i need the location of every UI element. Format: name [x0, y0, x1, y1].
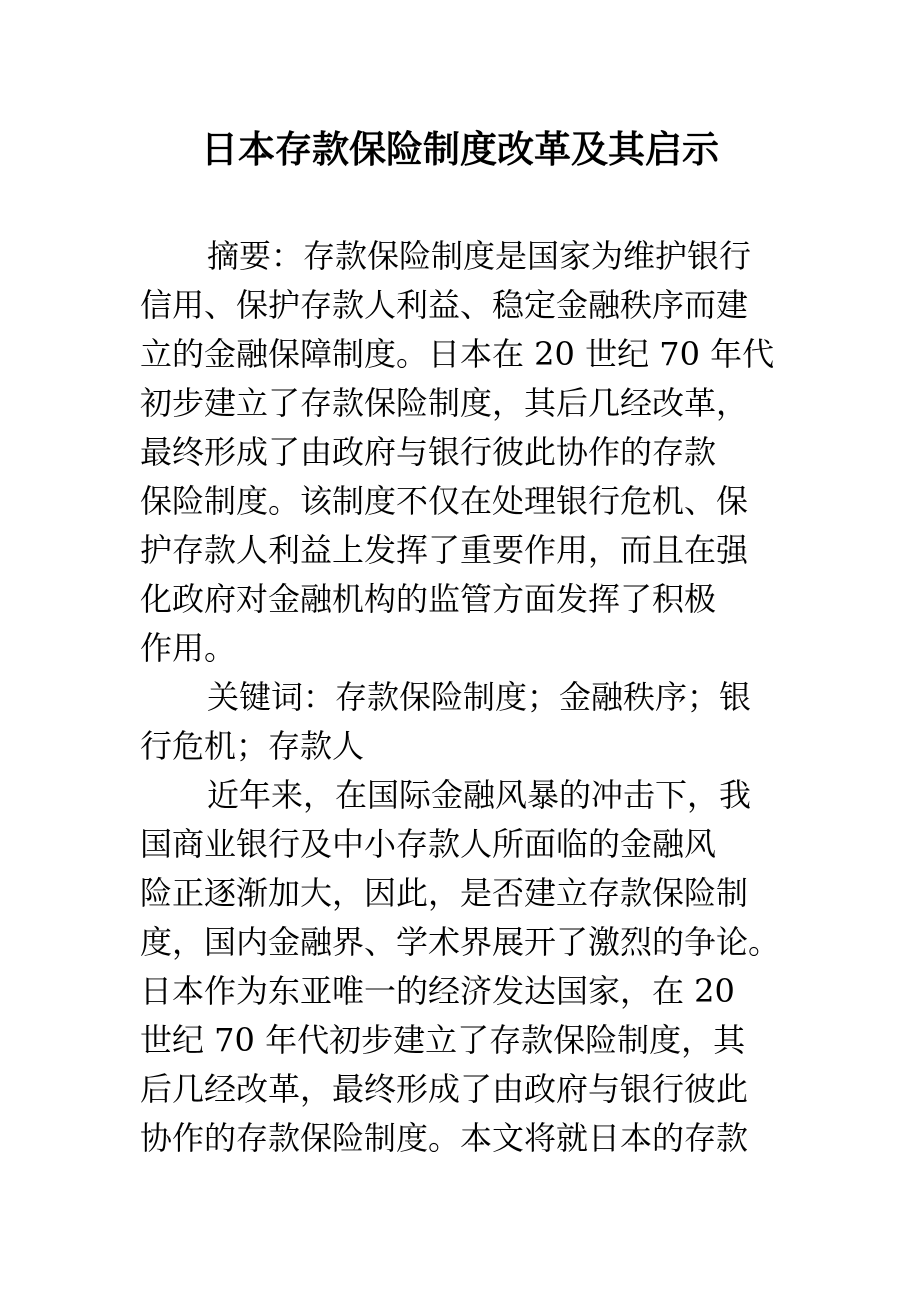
abstract-line-1: 摘要：存款保险制度是国家为维护银行 [207, 237, 752, 275]
abstract-line-5: 最终形成了由政府与银行彼此协作的存款 [140, 433, 717, 471]
body-line-8: 协作的存款保险制度。本文将就日本的存款 [140, 1119, 749, 1157]
abstract-line-8: 化政府对金融机构的监管方面发挥了积极 [140, 580, 717, 618]
abstract-line-7: 护存款人利益上发挥了重要作用，而且在强 [140, 531, 749, 569]
abstract-line-3: 立的金融保障制度。日本在 20 世纪 70 年代 [140, 335, 775, 373]
keywords-line-1: 关键词：存款保险制度；金融秩序；银 [207, 678, 752, 716]
body-line-2: 国商业银行及中小存款人所面临的金融风 [140, 825, 717, 863]
body-line-4: 度，国内金融界、学术界展开了激烈的争论。 [140, 923, 781, 961]
body-line-5: 日本作为东亚唯一的经济发达国家，在 20 [140, 972, 735, 1010]
body-line-6: 世纪 70 年代初步建立了存款保险制度，其 [140, 1021, 746, 1059]
body-line-7: 后几经改革，最终形成了由政府与银行彼此 [140, 1070, 749, 1108]
abstract-line-4: 初步建立了存款保险制度，其后几经改革， [140, 384, 749, 422]
keywords-line-2: 行危机；存款人 [140, 727, 365, 765]
abstract-line-9: 作用。 [140, 629, 237, 667]
abstract-line-6: 保险制度。该制度不仅在处理银行危机、保 [140, 482, 749, 520]
document-title: 日本存款保险制度改革及其启示 [201, 127, 719, 171]
body-line-1: 近年来，在国际金融风暴的冲击下，我 [207, 776, 752, 814]
abstract-line-2: 信用、保护存款人利益、稳定金融秩序而建 [140, 286, 749, 324]
body-line-3: 险正逐渐加大，因此，是否建立存款保险制 [140, 874, 749, 912]
